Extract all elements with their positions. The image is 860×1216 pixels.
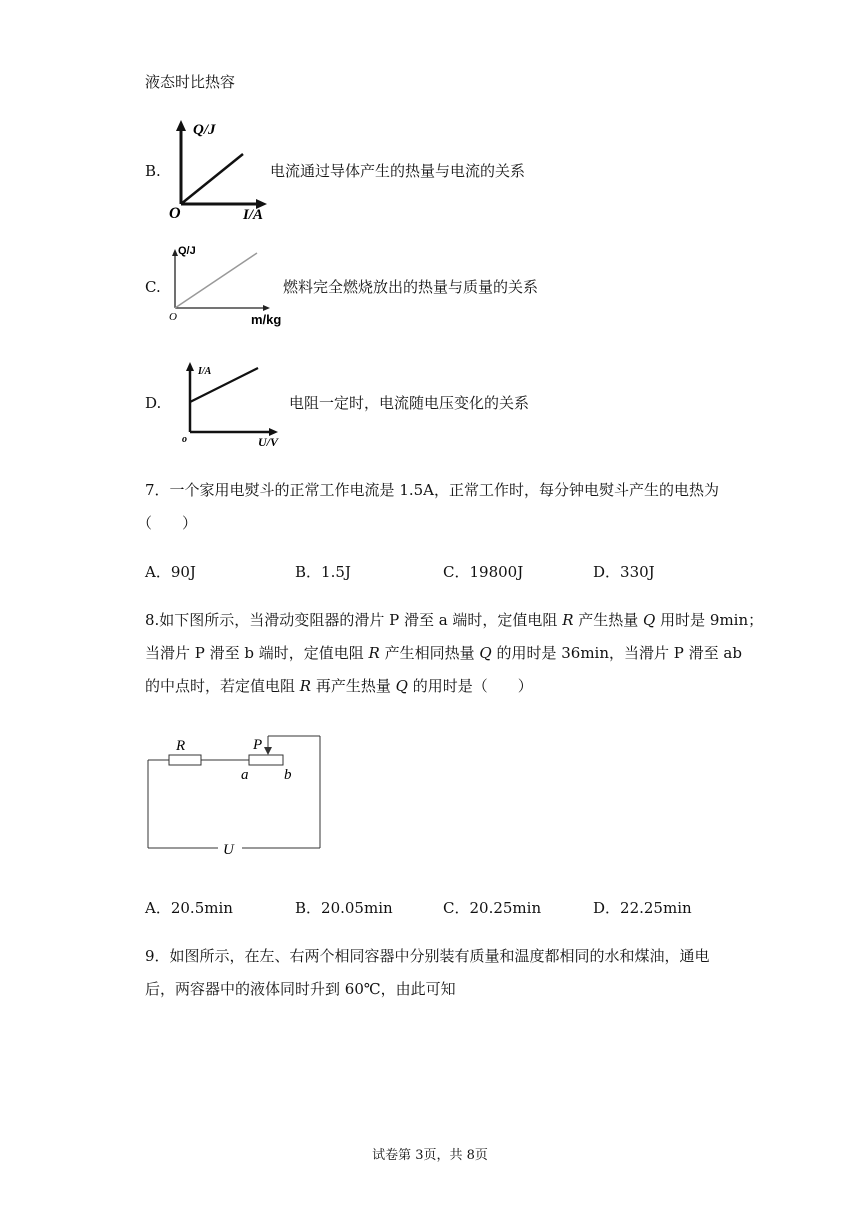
option-c-y-label: Q/J [178,245,196,257]
page-footer: 试卷第 3页，共 8页 [372,1148,488,1163]
option-c-origin: O [169,311,177,323]
circuit-label-b: b [284,767,292,783]
q7-choice-a: A．90J [145,563,196,581]
option-d-origin: o [182,434,187,445]
q9-stem-line2: 后，两容器中的液体同时升到 60℃，由此可知 [145,980,456,998]
slider-arrow [264,747,272,755]
option-c-letter: C. [145,278,161,296]
fixed-resistor [169,755,201,765]
circuit-label-u: U [223,842,234,858]
q8-symbol-r: R [562,611,574,629]
continued-option-text: 液态时比热容 [145,73,236,91]
q8-stem-line1: 8.如下图所示，当滑动变阻器的滑片 P 滑至 a 端时，定值电阻 R 产生热量 Q 用时是 9min； [145,611,764,629]
q8-choice-b: B．20.05min [295,899,393,917]
q7-choice-d: D．330J [593,563,655,581]
q8-stem-line2: 当滑片 P 滑至 b 端时，定值电阻 R 产生相同热量 Q 的用时是 36min，当滑片 P 滑至 ab [145,644,742,662]
option-d-text: 电阻一定时，电流随电压变化的关系 [289,394,530,412]
option-d-letter: D. [145,394,162,412]
option-b-y-label: Q/J [193,122,216,138]
option-c-graph [165,240,290,330]
q7-stem-line1: 7．一个家用电熨斗的正常工作电流是 1.5A，正常工作时，每分钟电熨斗产生的电热为 [145,481,720,499]
option-b-graph [165,118,280,222]
option-c-text: 燃料完全燃烧放出的热量与质量的关系 [283,278,539,296]
q9-stem-line1: 9．如图所示，在左、右两个相同容器中分别装有质量和温度都相同的水和煤油，通电 [145,947,710,965]
option-d-graph [172,358,292,450]
q8-circuit-diagram [140,725,330,861]
option-d-y-label: I/A [198,366,212,377]
option-c-x-label: m/kg [251,312,282,327]
q8-stem-line3: 的中点时，若定值电阻 R 再产生热量 Q 的用时是（ ） [145,677,533,695]
option-b-origin: O [169,205,181,222]
q8-symbol-q: Q [643,611,656,629]
q7-choice-b: B．1.5J [295,563,351,581]
q8-choice-d: D．22.25min [593,899,692,917]
option-b-x-label: I/A [243,207,264,222]
q8-choice-c: C．20.25min [443,899,542,917]
circuit-label-r: R [176,738,186,754]
rheostat [249,755,283,765]
option-b-text: 电流通过导体产生的热量与电流的关系 [270,162,526,180]
q8-choice-a: A．20.5min [145,899,233,917]
option-d-x-label: U/V [258,435,279,449]
q7-stem-line2: （ ） [137,514,198,532]
circuit-label-p: P [253,737,263,753]
circuit-label-a: a [241,767,249,783]
option-b-letter: B. [145,162,161,180]
q7-choice-c: C．19800J [443,563,524,581]
